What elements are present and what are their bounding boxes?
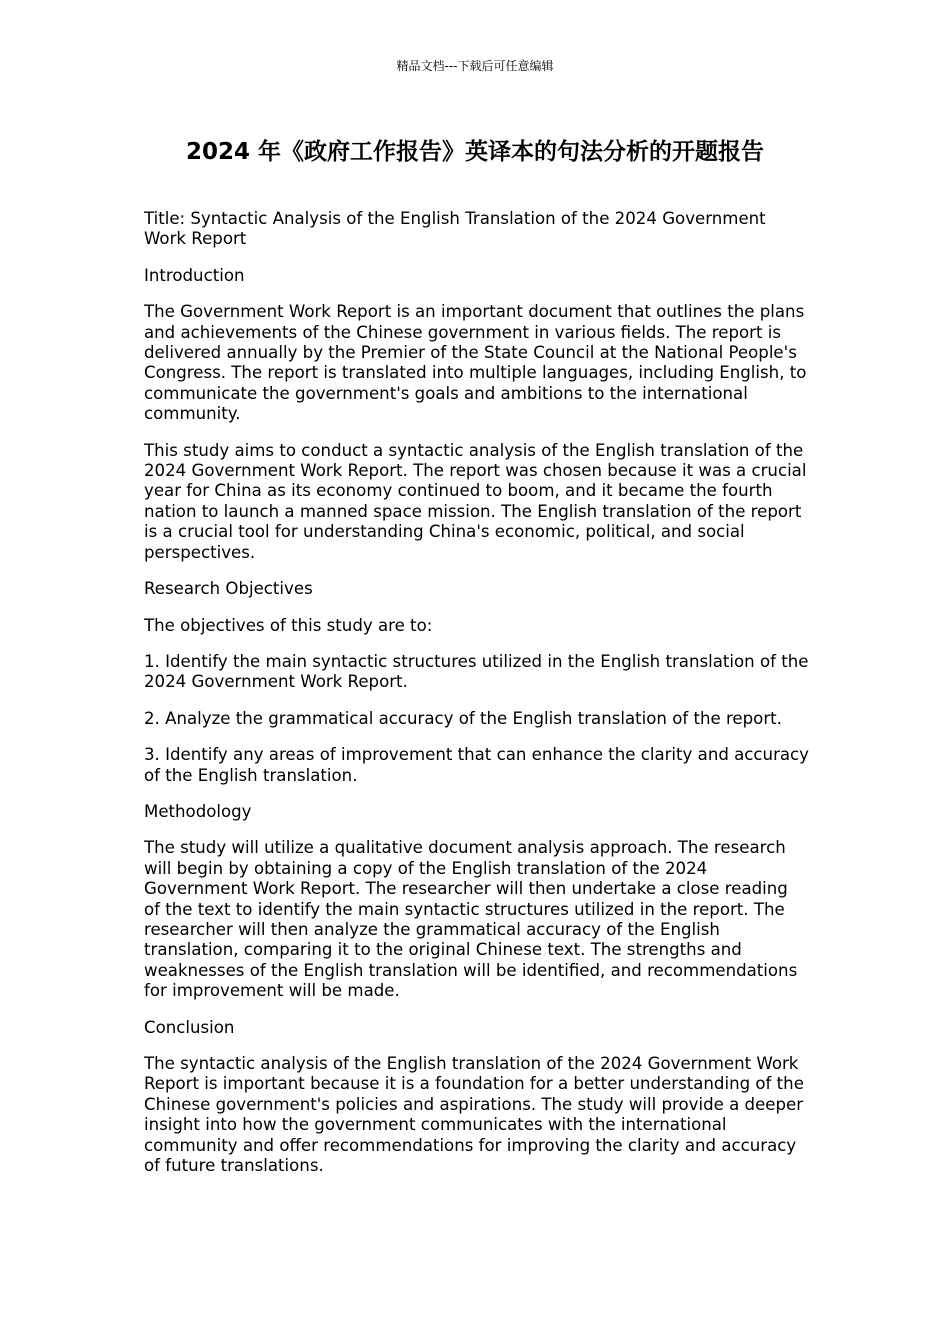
objective-item-1: 1. Identify the main syntactic structures utilized in the English translation of the 2024 Government Work Report. — [144, 651, 809, 692]
section-heading-research-objectives: Research Objectives — [144, 579, 313, 599]
section-heading-methodology: Methodology — [144, 801, 252, 821]
document-title: 2024 年《政府工作报告》英译本的句法分析的开题报告 — [185, 139, 765, 165]
objective-item-3: 3. Identify any areas of improvement that can enhance the clarity and accuracy of the English translation. — [144, 745, 810, 785]
methodology-paragraph: The study will utilize a qualitative document analysis approach. The research will begin by obtaining a copy of the English translation of the 2024 Government Work Report. The researcher will then undertake a close reading of the text to identify the main syntactic structures utilized in the report. The researcher will then analyze the grammatical accuracy of the English translation, comparing it to the original Chinese text. The strengths and weaknesses of the English translation will be identified, and recommendations for improvement will be made. — [144, 838, 798, 1001]
objectives-intro: The objectives of this study are to: — [144, 615, 433, 635]
introduction-paragraph-2: This study aims to conduct a syntactic analysis of the English translation of the 2024 Government Work Report. The report was chosen because it was a crucial year for China as its economy continued to boom, and it became the fourth nation to launch a manned space mission. The English translation of the report is a crucial tool for understanding China's economic, political, and social perspectives. — [144, 440, 807, 562]
section-heading-introduction: Introduction — [144, 265, 245, 285]
document-body — [144, 209, 809, 1192]
header-note: 精品文档---下载后可任意编辑 — [396, 59, 554, 73]
conclusion-paragraph: The syntactic analysis of the English translation of the 2024 Government Work Report is important because it is a foundation for a better understanding of the Chinese government's policies and aspirations. The study will provide a deeper insight into how the government communicates with the international community and offer recommendations for improving the clarity and accuracy of future translations. — [144, 1054, 804, 1176]
introduction-paragraph-1: The Government Work Report is an important document that outlines the plans and achievements of the Chinese government in various fields. The report is delivered annually by the Premier of the State Council at the National People's Congress. The report is translated into multiple languages, including English, to communicate the government's goals and ambitions to the international community. — [144, 302, 807, 424]
report-title-line: Title: Syntactic Analysis of the English Translation of the 2024 Government Work Report — [144, 209, 766, 249]
section-heading-conclusion: Conclusion — [144, 1017, 235, 1037]
objective-item-2: 2. Analyze the grammatical accuracy of the English translation of the report. — [144, 708, 782, 728]
